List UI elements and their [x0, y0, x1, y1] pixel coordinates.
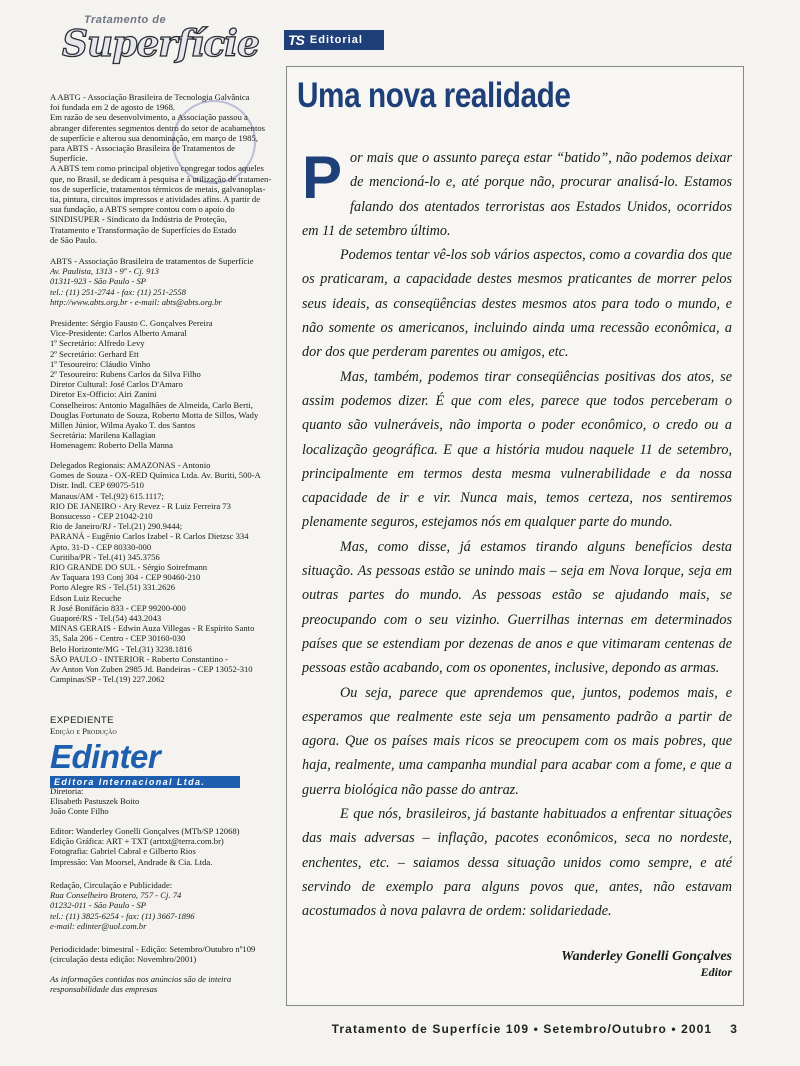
text-line: Diretor Cultural: José Carlos D'Amaro	[50, 379, 183, 390]
text-line: tel.: (11) 251-2744 - fax: (11) 251-2558	[50, 286, 186, 297]
text-line: abranger diferentes segmentos dentro do setor de acabamentos	[50, 122, 265, 133]
text-line: Gomes de Souza - OX-RED Química Ltda. Av. Buriti, 500-A	[50, 470, 261, 481]
text-line: MINAS GERAIS - Edwin Auza Villegas - R Espírito Santo	[50, 623, 255, 634]
text-line: tos de superfície, tratamentos térmicos de metais, galvanoplas-	[50, 183, 266, 194]
officers-list	[50, 318, 272, 451]
credits	[50, 826, 272, 867]
redacao	[50, 880, 272, 931]
text-line: Redação, Circulação e Publicidade:	[50, 880, 173, 890]
text-line: 1º Secretário: Alfredo Levy	[50, 338, 145, 349]
logo-small-text: Tratamento de	[84, 14, 167, 26]
text-line: Impressão: Van Moorsel, Andrade & Cia. Ltda.	[50, 856, 213, 867]
text-line: Manaus/AM - Tel.(92) 615.1117;	[50, 490, 164, 501]
article-paragraph: Mas, como disse, já estamos tirando alguns benefícios desta situação. As pessoas estão se unindo mais – seja em Nova Iorque, seja em outras partes do mundo. As pessoas estão se ajudando mais, se preocupando com o seu vizinho. Guerrilhas internas em determinados países que se estendiam por dezenas de anos e que vitimaram centenas de pessoas estão acabando, com os oponentes, inclusive, depondo as armas.	[302, 538, 732, 677]
text-line: Distr. Indl. CEP 69075-510	[50, 480, 144, 491]
abtg-info	[50, 92, 272, 245]
page-number: 3	[730, 1022, 738, 1036]
text-line: Apto. 31-D - CEP 80330-000	[50, 541, 152, 552]
text-line: Edson Luiz Recuche	[50, 592, 122, 603]
text-line: Homenagem: Roberto Della Manna	[50, 440, 173, 451]
text-line: Porto Alegre RS - Tel.(51) 331.2626	[50, 582, 176, 593]
disclaimer	[50, 974, 272, 994]
text-line: Em razão de seu desenvolvimento, a Associação passou a	[50, 112, 248, 123]
text-line: responsabilidade das empresas	[50, 984, 158, 995]
text-line: RIO GRANDE DO SUL - Sérgio Soirefmann	[50, 562, 208, 573]
text-line: Presidente: Sérgio Fausto C. Gonçalves Pereira	[50, 318, 213, 328]
text-line: A ABTG - Associação Brasileira de Tecnologia Galvânica	[50, 92, 250, 102]
text-line: João Conte Filho	[50, 806, 109, 817]
periodicidade	[50, 944, 272, 964]
text-line: Campinas/SP - Tel.(19) 227.2062	[50, 674, 165, 685]
section-tag	[284, 30, 384, 50]
text-line: sua fundação, a ABTS sempre contou com o apoio do	[50, 204, 235, 215]
text-line: tia, pintura, circuitos impressos e atividades afins. A partir de	[50, 194, 261, 205]
article-paragraph: Mas, também, podemos tirar conseqüências positivas dos atos, se assim podemos dizer. É que com eles, parece que todos perceberam o quanto são vulneráveis, não importa o poder econômico, o credo ou a localização geográfica. E que a história mudou naquele 11 de setembro, principalmente em termos desta mesma vulnerabilidade e da nossa capacidade de ir e vir. Nunca mais, temos certeza, nos sentiremos plenamente seguros, estejamos nós em qualquer parte do mundo.	[302, 368, 732, 531]
text-line: R José Bonifácio 833 - CEP 99200-000	[50, 602, 186, 613]
text-line: Av Taquara 193 Conj 304 - CEP 90460-210	[50, 572, 201, 583]
text-line: A ABTS tem como principal objetivo congregar todos aqueles	[50, 163, 264, 174]
text-line: Tratamento e Transformação de Superfícies do Estado	[50, 224, 237, 235]
ts-logo-icon: TS	[288, 32, 304, 48]
signature	[561, 949, 732, 980]
text-line: 35, Sala 206 - Centro - CEP 30160-030	[50, 633, 186, 644]
text-line: Av Anton Von Zuben 2985 Jd. Bandeiras - CEP 13052-310	[50, 664, 253, 675]
text-line: Secretária: Marilena Kallagian	[50, 430, 156, 441]
edinter-sub: Editora Internacional Ltda.	[50, 776, 240, 788]
signature-name: Wanderley Gonelli Gonçalves	[561, 949, 732, 964]
text-line: 1º Tesoureiro: Cláudio Vinho	[50, 358, 151, 369]
expediente	[50, 716, 272, 736]
text-line: As informações contidas nos anúncios são de inteira	[50, 974, 232, 984]
text-line: Millen Júnior, Wilma Ayako T. dos Santos	[50, 420, 196, 431]
footer-text: Tratamento de Superfície 109 • Setembro/Outubro • 2001	[331, 1022, 713, 1036]
text-line: (circulação desta edição: Novembro/2001)	[50, 954, 197, 965]
logo-big-text: Superfície	[62, 23, 259, 65]
text-line: Conselheiros: Antonio Magalhães de Almeida, Carlo Berti,	[50, 399, 253, 410]
text-line: Elisabeth Pastuszek Boito	[50, 796, 140, 807]
text-line: Douglas Fortunato de Souza, Roberto Motta de Sillos, Wady	[50, 409, 259, 420]
text-line: Vice-Presidente: Carlos Alberto Amaral	[50, 328, 187, 339]
text-line: Av. Paulista, 1313 - 9º - Cj. 913	[50, 266, 159, 277]
text-line: Bonsucesso - CEP 21042-210	[50, 511, 153, 522]
text-line: Belo Horizonte/MG - Tel.(31) 3238.1816	[50, 643, 192, 654]
magazine-logo	[62, 14, 259, 70]
abts-address	[50, 256, 272, 307]
text-line: Diretoria:	[50, 786, 84, 796]
signature-role: Editor	[700, 965, 732, 979]
diretoria	[50, 786, 272, 817]
drop-cap: P	[302, 144, 343, 211]
article-title: Uma nova realidade	[297, 76, 571, 115]
text-line: Guaporé/RS - Tel.(54) 443.2043	[50, 613, 162, 624]
text-line: ABTS - Associação Brasileira de tratamentos de Superfície	[50, 256, 254, 266]
text-line: PARANÁ - Eugênio Carlos Izabel - R Carlos Dietzsc 334	[50, 531, 249, 542]
article-paragraph: Por mais que o assunto pareça estar “batido”, não podemos deixar de mencioná-lo e, até porque não, procurar analisá-lo. Estamos falando dos atentados terroristas aos Estados Unidos, ocorridos em 11 de setembro último.	[302, 144, 732, 239]
text-line: SINDISUPER - Sindicato da Indústria de Proteção,	[50, 214, 227, 225]
text-line: RIO DE JANEIRO - Ary Revez - R Luiz Ferreira 73	[50, 500, 231, 511]
page-footer	[332, 1022, 738, 1036]
text-line: SÃO PAULO - INTERIOR - Roberto Constantino -	[50, 653, 228, 664]
article-body	[302, 146, 732, 924]
text-line: e-mail: edinter@uol.com.br	[50, 920, 147, 931]
edinter-logo	[50, 740, 240, 788]
text-line: 2º Tesoureiro: Rubens Carlos da Silva Filho	[50, 369, 201, 380]
text-line: de São Paulo.	[50, 234, 98, 245]
text-line: tel.: (11) 3825-6254 - fax: (11) 3667-1896	[50, 910, 195, 921]
text-line: de superfície e alterou sua denominação, em março de 1985,	[50, 132, 258, 143]
text-line: 01311-923 - São Paulo - SP	[50, 276, 147, 287]
text-line: foi fundada em 2 de agosto de 1968.	[50, 102, 176, 113]
expediente-title: EXPEDIENTE	[50, 715, 114, 726]
text-line: Rio de Janeiro/RJ - Tel.(21) 290.9444;	[50, 521, 183, 532]
text-line: Periodicidade: bimestral - Edição: Setembro/Outubro nº109	[50, 944, 256, 954]
text-line: 2º Secretário: Gerhard Ett	[50, 348, 139, 359]
article-paragraph: Podemos tentar vê-los sob vários aspectos, como a covardia dos que os praticaram, a capacidade destes mesmos praticantes de morrer pelos seus ideais, as conseqüências destes mesmos atos para todo o mundo, e não somente os americanos, incluindo ainda uma recessão econômica, a dor dos que perderam parentes ou amigos, etc.	[302, 247, 732, 361]
article-paragraph: Ou seja, parece que aprendemos que, juntos, podemos mais, e esperamos que realmente este seja um pensamento padrão a partir de agora. Que os países mais ricos se preocupem com os mais pobres, que haja, realmente, uma campanha mundial para acabar com a fome, e que a guerra biológica não passe do antraz.	[302, 684, 732, 798]
text-line: Edição Gráfica: ART + TXT (arttxt@terra.com.br)	[50, 836, 224, 847]
text-line: Curitiba/PR - Tel.(41) 345.3756	[50, 551, 160, 562]
section-label: Editorial	[309, 34, 363, 46]
article-paragraph: E que nós, brasileiros, já bastante habituados a enfrentar situações das mais adversas – inflação, pacotes econômicos, seca no nordeste, enchentes, etc. – saiamos dessa situação unidos como sempre, e até servindo de exemplo para alguns povos que, antes, não estavam acostumados à nova palavra de ordem: solidariedade.	[302, 806, 732, 920]
text-line: Superfície.	[50, 153, 88, 164]
text-line: Rua Conselheiro Brotero, 757 - Cj. 74	[50, 890, 182, 901]
text-line: Diretor Ex-Officio: Airi Zanini	[50, 389, 157, 400]
text-line: que, no Brasil, se dedicam à pesquisa e à utilização de tratamen-	[50, 173, 272, 184]
text-line: Editor: Wanderley Gonelli Gonçalves (MTb/SP 12068)	[50, 826, 240, 836]
edinter-name: Edinter	[50, 738, 161, 775]
expediente-sub: Edição e Produção	[50, 726, 117, 737]
text-line: http://www.abts.org.br - e-mail: abts@abts.org.br	[50, 296, 222, 307]
text-line: Delegados Regionais: AMAZONAS - Antonio	[50, 460, 211, 470]
text-line: 01232-011 - São Paulo - SP	[50, 900, 147, 911]
text-line: Fotografia: Gabriel Cabral e Gilberto Rios	[50, 846, 196, 857]
delegates-list	[50, 460, 272, 684]
text-line: para ABTS - Associação Brasileira de Tratamentos de	[50, 143, 235, 154]
